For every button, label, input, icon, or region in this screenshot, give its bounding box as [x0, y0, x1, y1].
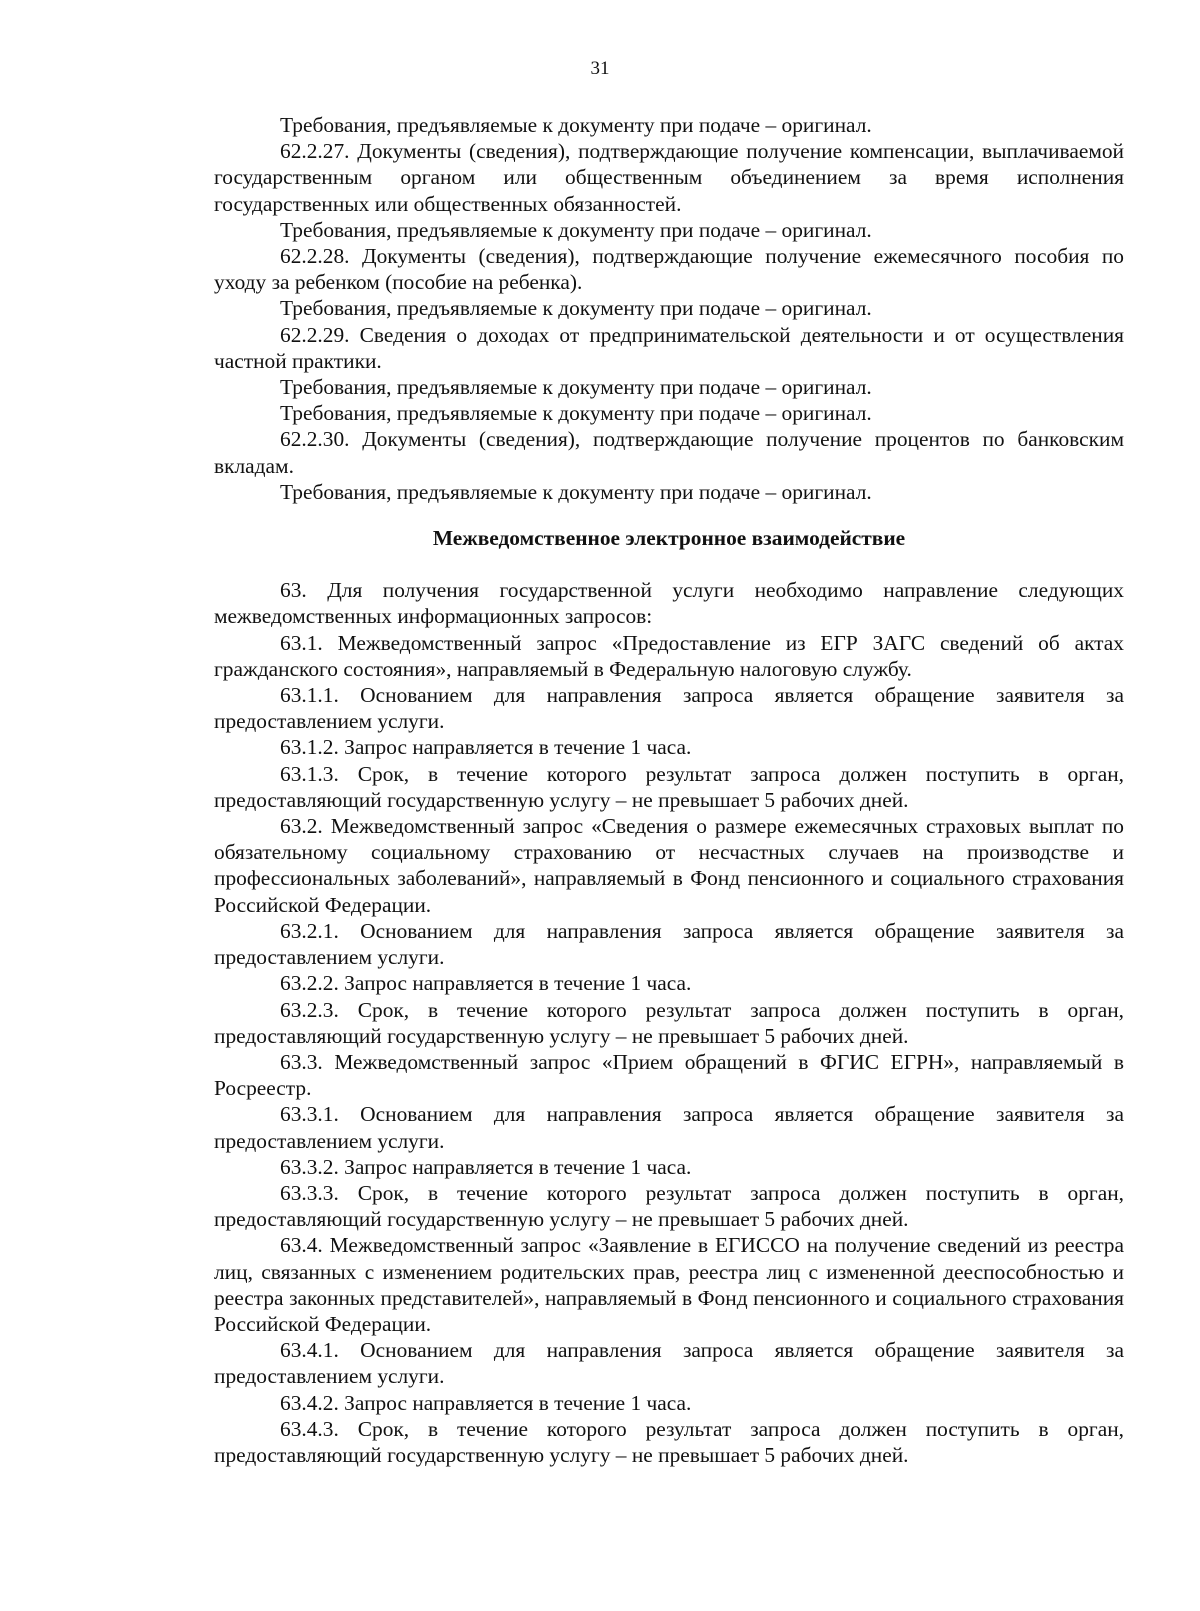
paragraph: 63.3. Межведомственный запрос «Прием обращений в ФГИС ЕГРН», направляемый в Росреестр. — [214, 1049, 1124, 1101]
paragraph: 63.1. Межведомственный запрос «Предоставление из ЕГР ЗАГС сведений об актах гражданского состояния», направляемый в Федеральную налоговую службу. — [214, 630, 1124, 681]
paragraph: 63.3.2. Запрос направляется в течение 1 часа. — [280, 1154, 692, 1179]
paragraphs-before-heading — [214, 112, 1124, 505]
paragraph: Требования, предъявляемые к документу при подаче – оригинал. — [280, 296, 872, 321]
paragraph: 62.2.28. Документы (сведения), подтверждающие получение ежемесячного пособия по уходу за ребенком (пособие на ребенка). — [214, 244, 1124, 295]
paragraph: 63. Для получения государственной услуги необходимо направление следующих межведомственных информационных запросов: — [214, 578, 1124, 629]
page-number: 31 — [590, 58, 610, 79]
section-heading: Межведомственное электронное взаимодействие — [432, 526, 906, 551]
paragraph: 63.1.3. Срок, в течение которого результат запроса должен поступить в орган, предоставляющий государственную услугу – не превышает 5 рабочих дней. — [214, 761, 1124, 812]
page-content — [214, 112, 1124, 1468]
paragraph: 63.4. Межведомственный запрос «Заявление в ЕГИССО на получение сведений из реестра лиц, связанных с изменением родительских прав, реестра лиц с измененной дееспособностью и реестра законных представителей», направляемый в Фонд пенсионного и социального страхования Российской Федерации. — [214, 1233, 1124, 1336]
paragraph: 63.3.3. Срок, в течение которого результат запроса должен поступить в орган, предоставляющий государственную услугу – не превышает 5 рабочих дней. — [214, 1180, 1124, 1232]
paragraph: 63.2.3. Срок, в течение которого результат запроса должен поступить в орган, предоставляющий государственную услугу – не превышает 5 рабочих дней. — [214, 997, 1124, 1048]
paragraph: 63.2.1. Основанием для направления запроса является обращение заявителя за предоставлением услуги. — [214, 918, 1124, 970]
paragraph: Требования, предъявляемые к документу при подаче – оригинал. — [280, 401, 872, 426]
paragraph: 63.2.2. Запрос направляется в течение 1 часа. — [280, 971, 692, 996]
paragraph: 62.2.27. Документы (сведения), подтверждающие получение компенсации, выплачиваемой государственным органом или общественным объединением за время исполнения государственных или общественных обязанностей. — [214, 139, 1124, 216]
paragraph: 63.1.1. Основанием для направления запроса является обращение заявителя за предоставлением услуги. — [214, 683, 1124, 734]
paragraph: 63.2. Межведомственный запрос «Сведения о размере ежемесячных страховых выплат по обязательному социальному страхованию от несчастных случаев на производстве и профессиональных заболеваний», направляемый в Фонд пенсионного и социального страхования Российской Федерации. — [214, 814, 1124, 917]
paragraph: Требования, предъявляемые к документу при подаче – оригинал. — [280, 375, 872, 400]
paragraph: 63.3.1. Основанием для направления запроса является обращение заявителя за предоставлением услуги. — [214, 1102, 1124, 1153]
paragraph: Требования, предъявляемые к документу при подаче – оригинал. — [280, 217, 872, 242]
paragraph: Требования, предъявляемые к документу при подаче – оригинал. — [280, 479, 872, 504]
paragraph: Требования, предъявляемые к документу при подаче – оригинал. — [280, 113, 872, 137]
paragraph: 62.2.29. Сведения о доходах от предпринимательской деятельности и от осуществления частной практики. — [214, 322, 1124, 373]
paragraph: 63.1.2. Запрос направляется в течение 1 часа. — [280, 735, 692, 760]
paragraph: 63.4.3. Срок, в течение которого результат запроса должен поступить в орган, предоставляющий государственную услугу – не превышает 5 рабочих дней. — [214, 1416, 1124, 1467]
paragraph: 63.4.1. Основанием для направления запроса является обращение заявителя за предоставлением услуги. — [214, 1338, 1124, 1389]
paragraph: 63.4.2. Запрос направляется в течение 1 часа. — [280, 1390, 692, 1415]
paragraph: 62.2.30. Документы (сведения), подтверждающие получение процентов по банковским вкладам. — [214, 427, 1124, 478]
paragraphs-after-heading — [214, 577, 1124, 1468]
